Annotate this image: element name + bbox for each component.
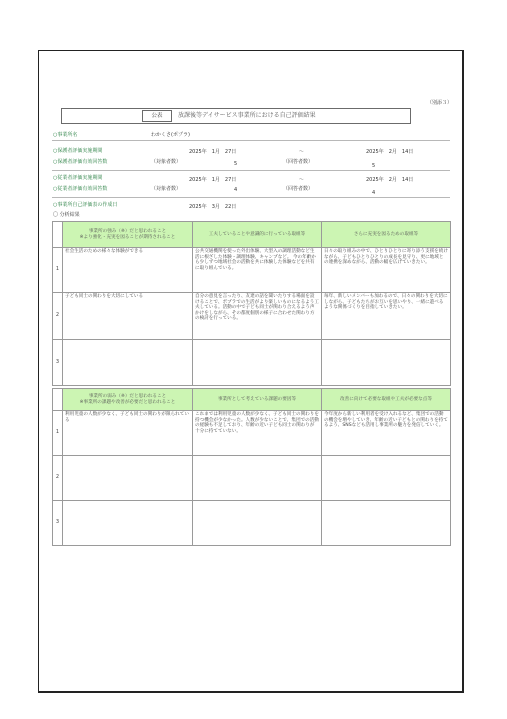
table-row [53, 501, 451, 546]
table-header-row [53, 222, 451, 248]
guardian-target-label: （対象者数） [151, 159, 182, 165]
table-row [53, 456, 451, 501]
strengths-header-improve: さらに充実を図るための取組等 [322, 222, 451, 248]
guardian-count-label: ○保護者評価有効回答数 [53, 159, 108, 165]
strength-item: 子ども同士の関わりを大切にしている [63, 293, 193, 340]
table-header-row [53, 389, 451, 411]
weakness-item [63, 501, 193, 546]
self-eval-label: ○事業所自己評価表の作成日 [53, 202, 118, 208]
row-number: 1 [53, 248, 63, 293]
guardian-answer-label: （回答者数） [283, 159, 314, 165]
staff-period-start: 2025年 1月 27日 [189, 177, 237, 183]
table-row [53, 248, 451, 293]
strength-improve [322, 340, 451, 386]
staff-period-tilde: ～ [299, 177, 305, 183]
facility-value: わかくさ(ポプラ) [151, 132, 190, 138]
staff-period-label: ○従業者評価実施期間 [53, 175, 103, 181]
weaknesses-table [52, 388, 451, 546]
divider [52, 197, 450, 198]
guardian-answer-count: 5 [372, 163, 376, 169]
title-box [61, 108, 411, 124]
staff-answer-count: 4 [372, 190, 376, 196]
strength-effort [193, 340, 322, 386]
weaknesses-header-cause: 事業所として考えている課題の要因等 [193, 389, 322, 411]
page-title: 放課後等デイサービス事業所における自己評価結果 [178, 112, 316, 119]
weakness-cause: これまでは利用児童の人数が少なく、子ども同士の関わりを持つ機会が少なかった。人数が少ないことで、集団での活動の経験も不足しており、年齢の近い子ども同士の関わりが十分に持てていない。 [193, 411, 322, 456]
weakness-improve [322, 501, 451, 546]
strengths-header-effort: 工夫していることや意識的に行っている取組等 [193, 222, 322, 248]
guardian-period-label: ○保護者評価実施期間 [53, 148, 103, 154]
weakness-improve [322, 456, 451, 501]
strengths-header-item: 事業所の強み（※）だと思われること ※より強化・充実を図ることが期待されること [63, 222, 193, 248]
weakness-improve: 今年度から新しい利用者を受け入れるなど、集団での活動の機会を増やしていき、年齢の近い子どもとの関わりを持てるよう、SNSなども活用し事業所の魅力を発信していく。 [322, 411, 451, 456]
guardian-period-end: 2025年 2月 14日 [366, 149, 414, 155]
strength-item: 社会生活のための様々な体験ができる [63, 248, 193, 293]
row-number: 2 [53, 456, 63, 501]
table-row [53, 340, 451, 386]
staff-answer-label: （回答者数） [283, 186, 314, 192]
analysis-heading: 〇 分析結果 [53, 212, 80, 218]
strengths-table [52, 221, 451, 386]
guardian-period-tilde: ～ [299, 149, 305, 155]
weakness-item: 利用児童の人数が少なく、子ども同士の関わりが限られている [63, 411, 193, 456]
row-number: 1 [53, 411, 63, 456]
guardian-target-count: 5 [234, 161, 238, 167]
public-badge: 公表 [142, 110, 172, 122]
strength-improve: 日々の取り組みの中で、ひとりひとりに寄り添う支援を続けながら、子どもひとりひとりの成長を見守り、更に地域との連携を深めながら、活動の幅を広げていきたい。 [322, 248, 451, 293]
form-number: （別添３） [427, 100, 453, 106]
weakness-cause [193, 456, 322, 501]
staff-target-label: （対象者数） [151, 186, 182, 192]
self-eval-date: 2025年 3月 22日 [189, 204, 237, 210]
table-row [53, 293, 451, 340]
weaknesses-header-improve: 改善に向けて必要な取組や工夫が必要な点等 [322, 389, 451, 411]
header-blank [53, 222, 63, 248]
guardian-period-start: 2025年 1月 27日 [189, 149, 237, 155]
row-number: 3 [53, 340, 63, 386]
staff-period-end: 2025年 2月 14日 [366, 177, 414, 183]
weakness-item [63, 456, 193, 501]
divider [52, 140, 450, 141]
divider [52, 170, 450, 171]
staff-target-count: 4 [234, 187, 238, 193]
strength-effort: 公共交通機関を使った外出体験、大型入の調理活動など生活に根ざした体験・調理体験、キャンプなど。 今の年齢から少しずつ地域社会の活動を共に体験した体験などを共有に取り組んでいる。 [193, 248, 322, 293]
weaknesses-header-item: 事業所の弱み（※）だと思われること ※事業所の課題や改善が必要だと思われること [63, 389, 193, 411]
document-page [38, 50, 464, 693]
row-number: 2 [53, 293, 63, 340]
table-row [53, 411, 451, 456]
row-number: 3 [53, 501, 63, 546]
staff-count-label: ○従業者評価有効回答数 [53, 186, 108, 192]
facility-label: ○事業所名 [53, 132, 78, 138]
header-blank [53, 389, 63, 411]
weakness-cause [193, 501, 322, 546]
strength-item [63, 340, 193, 386]
strength-effort: 自分の意見を言ったり、友達の話を聞いたりする場面を設けることで、ポプラでの生活がより楽しいものになるよう工夫している。活動の中で子ども同士が関わり合えるよう声かけをしながら、その都度個別の様子に合わせた関わり方の検討を行っている。 [193, 293, 322, 340]
strength-improve: 毎年、新しいメンバーも加わるので、日々の関わりを大切にしながら、子どもたちがお互いを思いやり、一緒に遊べるような関係づくりを目指していきたい。 [322, 293, 451, 340]
